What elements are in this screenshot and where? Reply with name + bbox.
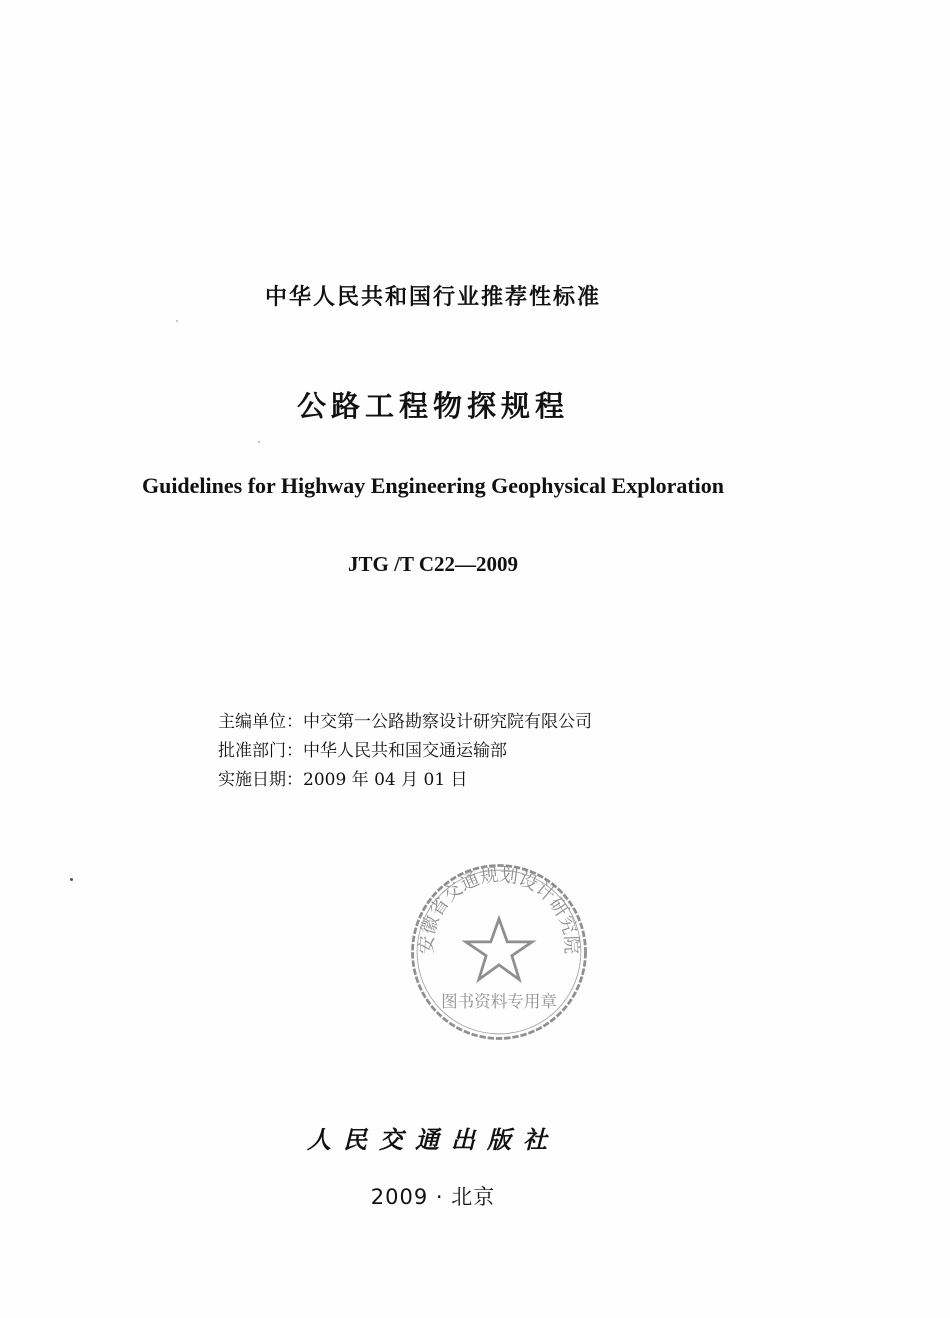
date-value: 2009 年 04 月 01 日	[303, 770, 468, 790]
publication-imprint: 2009 · 北京	[370, 1185, 496, 1209]
publication-meta	[218, 708, 592, 795]
scan-speck	[70, 878, 73, 881]
seal-outer-text: 安徽省交通规划设计研究院	[416, 864, 582, 955]
publisher-name: 人民交通出版社	[307, 1125, 559, 1154]
date-label: 实施日期：	[218, 770, 303, 790]
scan-speck	[176, 320, 178, 322]
scan-speck	[258, 441, 260, 443]
standard-code: JTG /T C22—2009	[348, 552, 518, 576]
editor-value: 中交第一公路勘察设计研究院有限公司	[303, 712, 592, 732]
approver-value: 中华人民共和国交通运输部	[303, 741, 507, 761]
editor-label: 主编单位：	[218, 712, 303, 732]
approver-label: 批准部门：	[218, 741, 303, 761]
editor-line	[218, 708, 592, 737]
standard-category: 中华人民共和国行业推荐性标准	[264, 285, 601, 310]
star-icon	[466, 919, 532, 980]
title-english: Guidelines for Highway Engineering Geophysical Exploration	[141, 473, 725, 498]
library-seal-stamp	[407, 860, 591, 1044]
date-line	[218, 766, 592, 795]
seal-inner-text: 图书资料专用章	[441, 992, 557, 1012]
title-chinese: 公路工程物探规程	[296, 389, 569, 423]
approver-line	[218, 737, 592, 766]
